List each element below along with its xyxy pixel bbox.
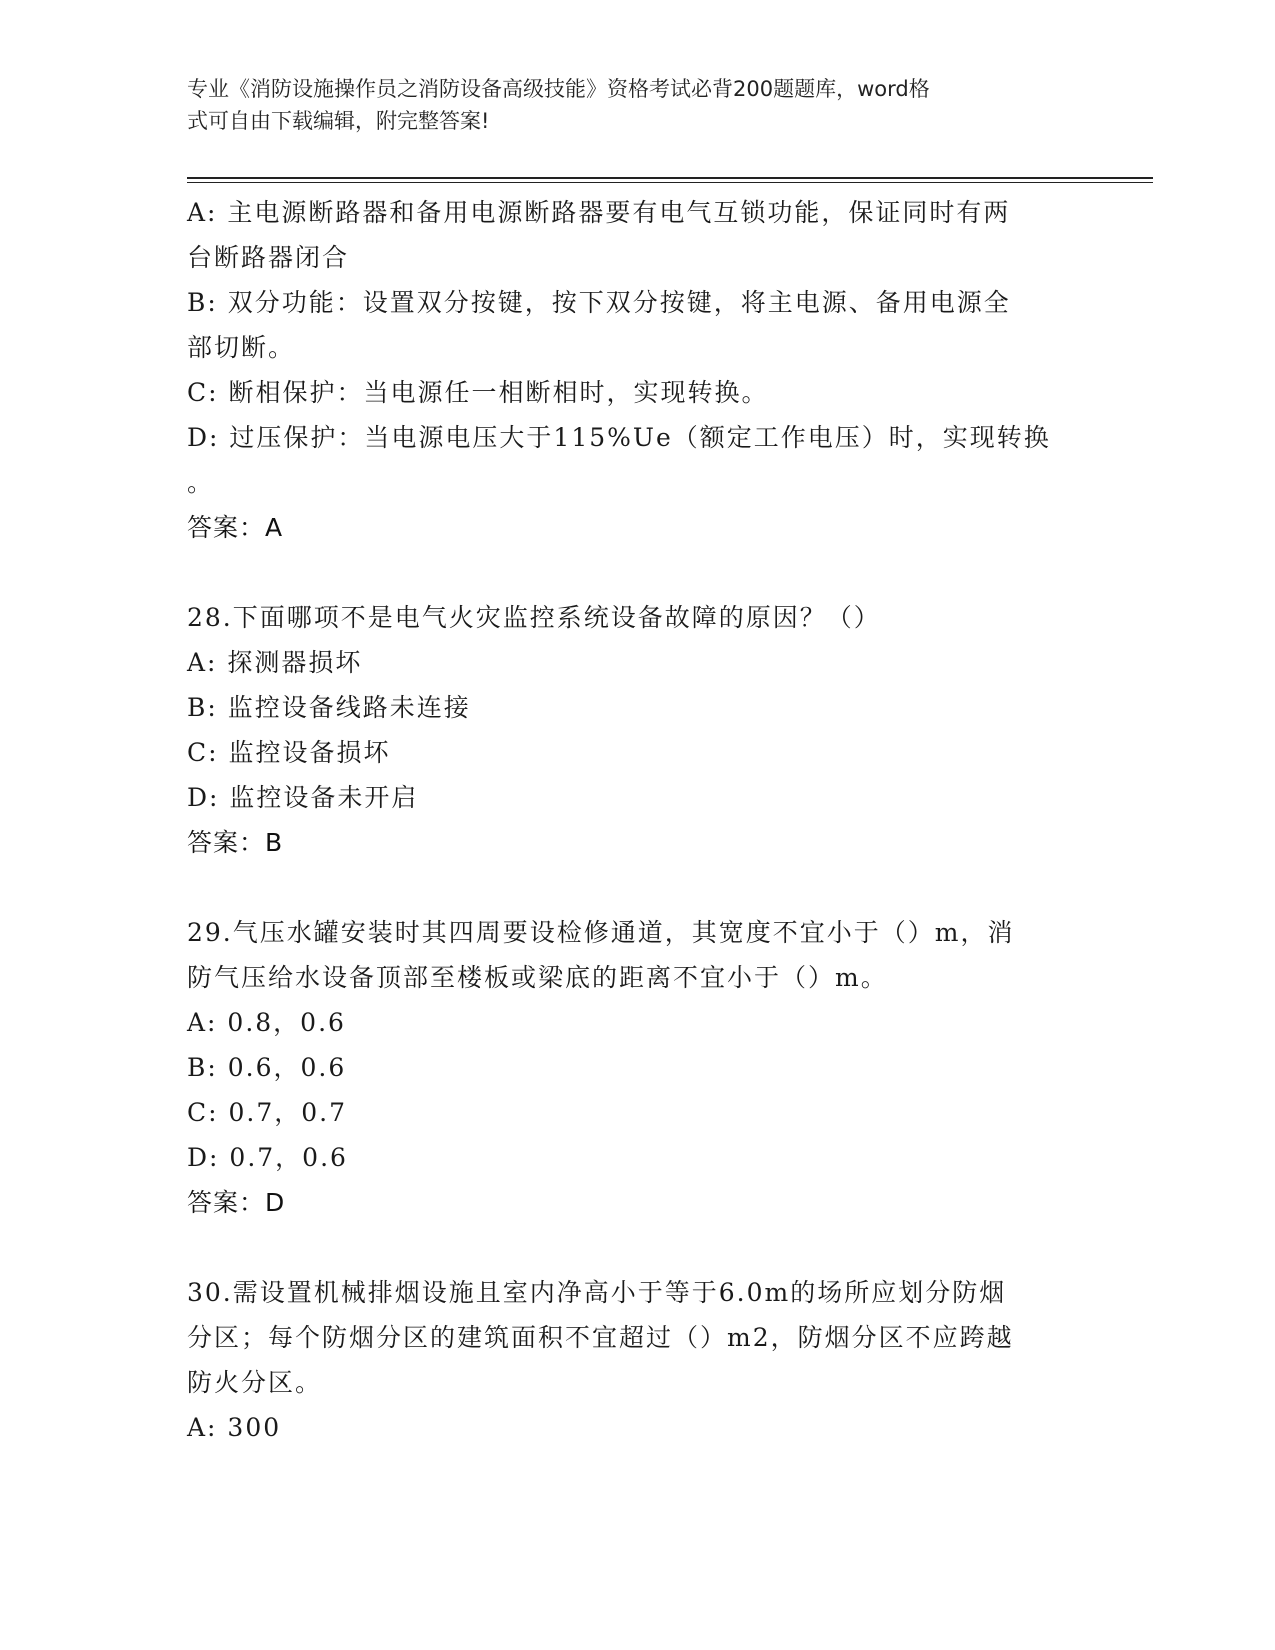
spacer <box>187 550 1087 595</box>
option-c: C: 0.7，0.7 <box>187 1098 348 1127</box>
option-a: A: 300 <box>187 1413 282 1442</box>
option-d: D: 过压保护：当电源电压大于115%Ue（额定工作电压）时，实现转换 <box>187 423 1051 452</box>
option-a-wrap: 台断路器闭合 <box>187 243 350 272</box>
answer-29: 答案：D <box>187 1188 286 1217</box>
question-text: 28.下面哪项不是电气火灾监控系统设备故障的原因？（） <box>187 603 881 632</box>
option-a: A: 主电源断路器和备用电源断路器要有电气互锁功能，保证同时有两 <box>187 198 1011 227</box>
option-a: A: 0.8，0.6 <box>187 1008 346 1037</box>
option-a: A: 探测器损坏 <box>187 648 363 677</box>
option-d: D: 监控设备未开启 <box>187 783 419 812</box>
page-header <box>187 73 1067 137</box>
header-divider <box>187 177 1153 183</box>
question-text-wrap: 分区；每个防烟分区的建筑面积不宜超过（）m2，防烟分区不应跨越 <box>187 1323 1014 1352</box>
question-text: 30.需设置机械排烟设施且室内净高小于等于6.0m的场所应划分防烟 <box>187 1278 1007 1307</box>
question-text-wrap: 防火分区。 <box>187 1368 323 1397</box>
question-text: 29.气压水罐安装时其四周要设检修通道，其宽度不宜小于（）m，消 <box>187 918 1015 947</box>
option-b: B: 双分功能：设置双分按键，按下双分按键，将主电源、备用电源全 <box>187 288 1011 317</box>
option-b: B: 监控设备线路未连接 <box>187 693 471 722</box>
option-d-wrap: 。 <box>187 468 215 497</box>
spacer <box>187 865 1087 910</box>
question-28 <box>187 595 1087 865</box>
answer-27: 答案：A <box>187 513 284 542</box>
spacer <box>187 1225 1087 1270</box>
question-27-continuation <box>187 190 1087 550</box>
header-line-1: 专业《消防设施操作员之消防设备高级技能》资格考试必背200题题库，word格 <box>187 77 930 101</box>
question-text-wrap: 防气压给水设备顶部至楼板或梁底的距离不宜小于（）m。 <box>187 963 888 992</box>
option-b: B: 0.6，0.6 <box>187 1053 347 1082</box>
header-line-2: 式可自由下载编辑，附完整答案! <box>187 109 490 133</box>
answer-28: 答案：B <box>187 828 284 857</box>
option-c: C: 断相保护：当电源任一相断相时，实现转换。 <box>187 378 769 407</box>
option-c: C: 监控设备损坏 <box>187 738 391 767</box>
question-29 <box>187 910 1087 1225</box>
option-d: D: 0.7，0.6 <box>187 1143 348 1172</box>
document-body <box>187 190 1087 1450</box>
question-30 <box>187 1270 1087 1450</box>
option-b-wrap: 部切断。 <box>187 333 296 362</box>
